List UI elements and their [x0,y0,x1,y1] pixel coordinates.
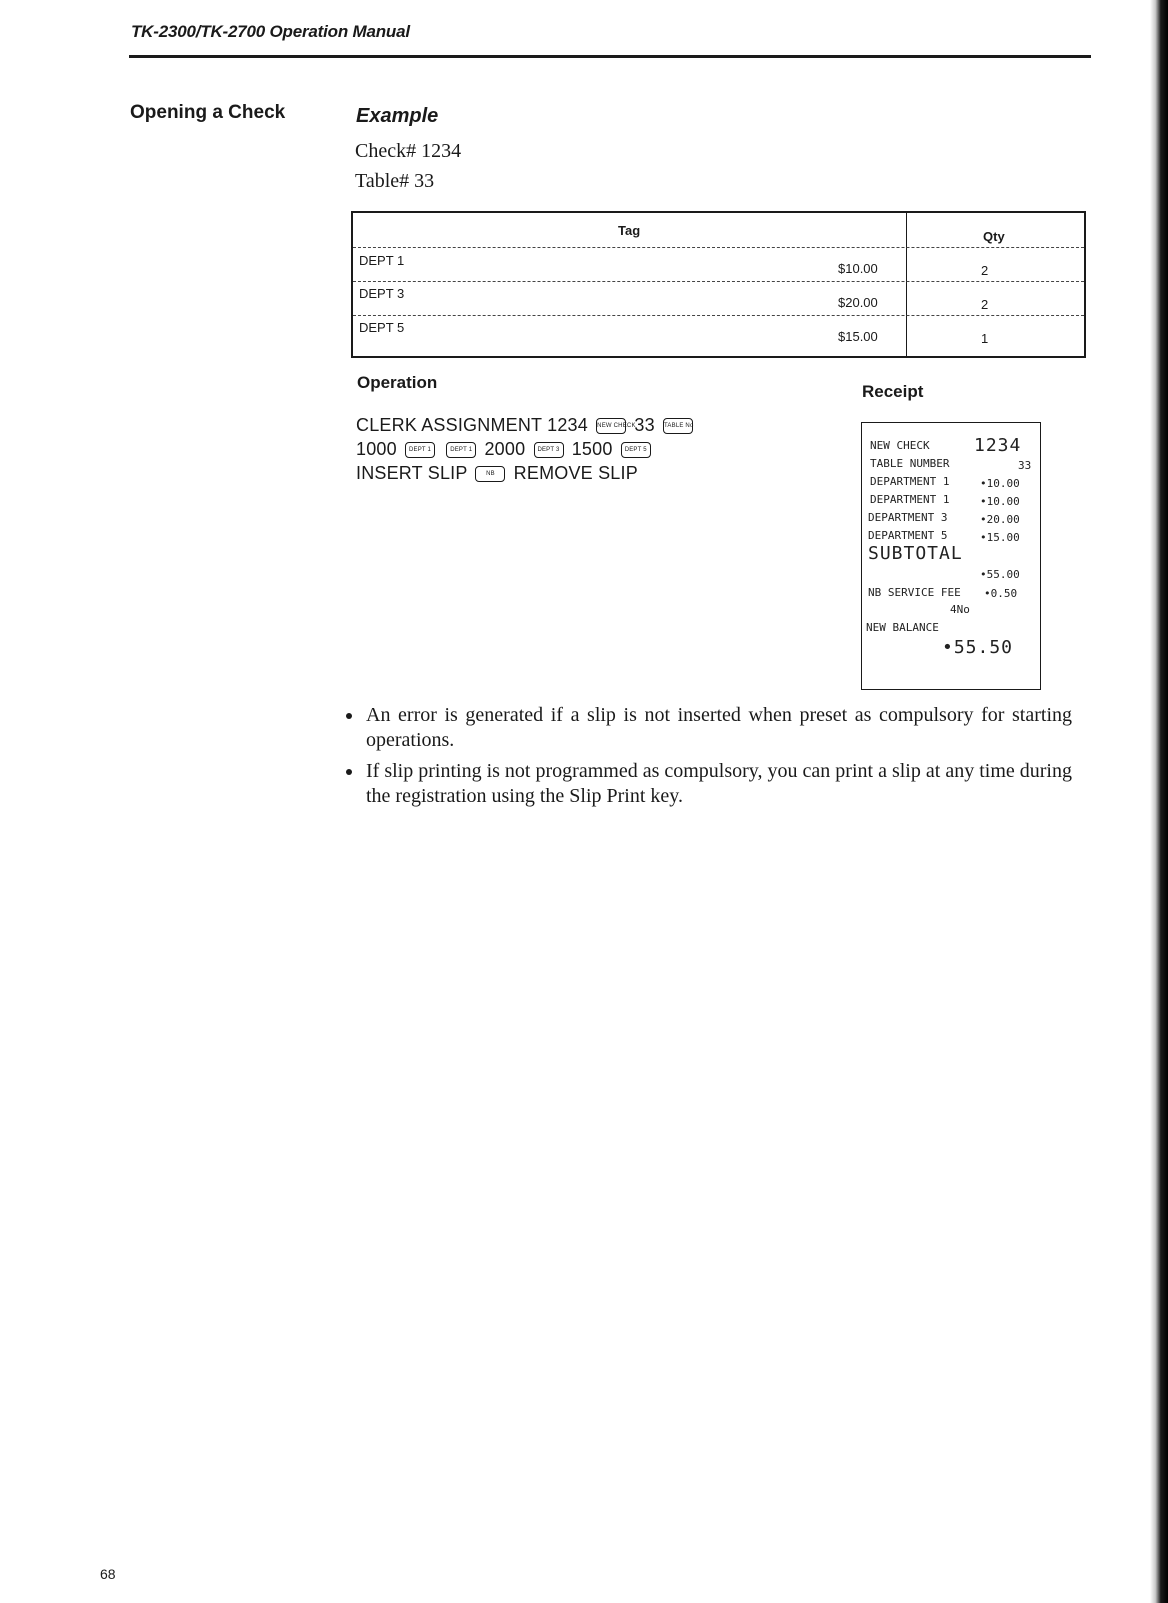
example-title: Example [356,105,439,127]
receipt-subtotal-value: •55.00 [980,568,1020,581]
receipt-subtotal-label: SUBTOTAL [868,543,963,564]
receipt-service-fee-value: •0.50 [984,587,1018,600]
operation-text: 1000 [356,439,397,459]
table-row-price: $10.00 [838,261,878,276]
operation-text: REMOVE SLIP [513,463,638,483]
receipt [861,422,1041,690]
receipt-service-fee-label: NB SERVICE FEE [868,586,961,599]
operation-line-2 [356,439,654,460]
table-row-qty: 2 [981,297,989,312]
receipt-line-value: •10.00 [980,495,1020,508]
operation-title: Operation [357,373,438,392]
dept-key-icon: DEPT 5 [621,442,651,458]
page-number: 68 [100,1566,116,1582]
example-table-line: Table# 33 [355,170,435,192]
table-row-qty: 2 [981,263,989,278]
example-check-line: Check# 1234 [355,140,462,162]
note-item: If slip printing is not programmed as compulsory, you can print a slip at any time during the registration using the Slip Print key. [342,759,1072,809]
notes-list [342,703,1072,815]
receipt-line-value: •10.00 [980,477,1020,490]
operation-text: 33 [634,415,655,435]
receipt-new-balance-value: •55.50 [942,637,1014,658]
receipt-line-value: •20.00 [980,513,1020,526]
nb-key-icon: NB [475,466,505,482]
tag-table-row-line [353,281,1084,282]
operation-line-1 [356,415,696,436]
tag-table-row-line [353,315,1084,316]
table-row-dept: DEPT 3 [359,286,405,301]
receipt-line-label: DEPARTMENT 5 [868,529,948,542]
manual-header-title: TK-2300/TK-2700 Operation Manual [131,22,410,41]
tag-table-header-line [353,247,1084,248]
dept-key-icon: DEPT 1 [446,442,476,458]
new-check-key-icon: NEW CHECK [596,418,626,434]
receipt-new-balance-label: NEW BALANCE [866,621,939,634]
receipt-line-label: DEPARTMENT 3 [868,511,948,524]
receipt-service-fee-note: 4No [950,603,970,616]
operation-text: 1500 [571,439,613,459]
receipt-line-label: NEW CHECK [870,439,930,452]
section-title: Opening a Check [130,102,286,123]
header-rule [129,55,1091,58]
tag-table [351,211,1086,358]
tag-table-column-divider [906,213,907,358]
table-row-price: $20.00 [838,295,878,310]
table-row-dept: DEPT 5 [359,320,405,335]
receipt-line-label: TABLE NUMBER [870,457,950,470]
dept-key-icon: DEPT 1 [405,442,435,458]
operation-text: 2000 [484,439,526,459]
receipt-line-value: 33 [1018,459,1032,472]
page-edge-shadow [1150,0,1168,1603]
table-row-dept: DEPT 1 [359,253,405,268]
operation-text: INSERT SLIP [356,463,468,483]
receipt-line-label: DEPARTMENT 1 [870,475,950,488]
table-no-key-icon: TABLE No [663,418,693,434]
receipt-line-value: 1234 [974,435,1022,456]
operation-text: CLERK ASSIGNMENT 1234 [356,415,588,435]
operation-line-3 [356,463,638,484]
note-item: An error is generated if a slip is not inserted when preset as compulsory for starting operations. [342,703,1072,753]
tag-header: Tag [618,223,641,238]
receipt-line-value: •15.00 [980,531,1020,544]
qty-header: Qty [983,229,1005,244]
table-row-qty: 1 [981,331,989,346]
receipt-title: Receipt [862,382,924,401]
dept-key-icon: DEPT 3 [534,442,564,458]
receipt-line-label: DEPARTMENT 1 [870,493,950,506]
table-row-price: $15.00 [838,329,878,344]
